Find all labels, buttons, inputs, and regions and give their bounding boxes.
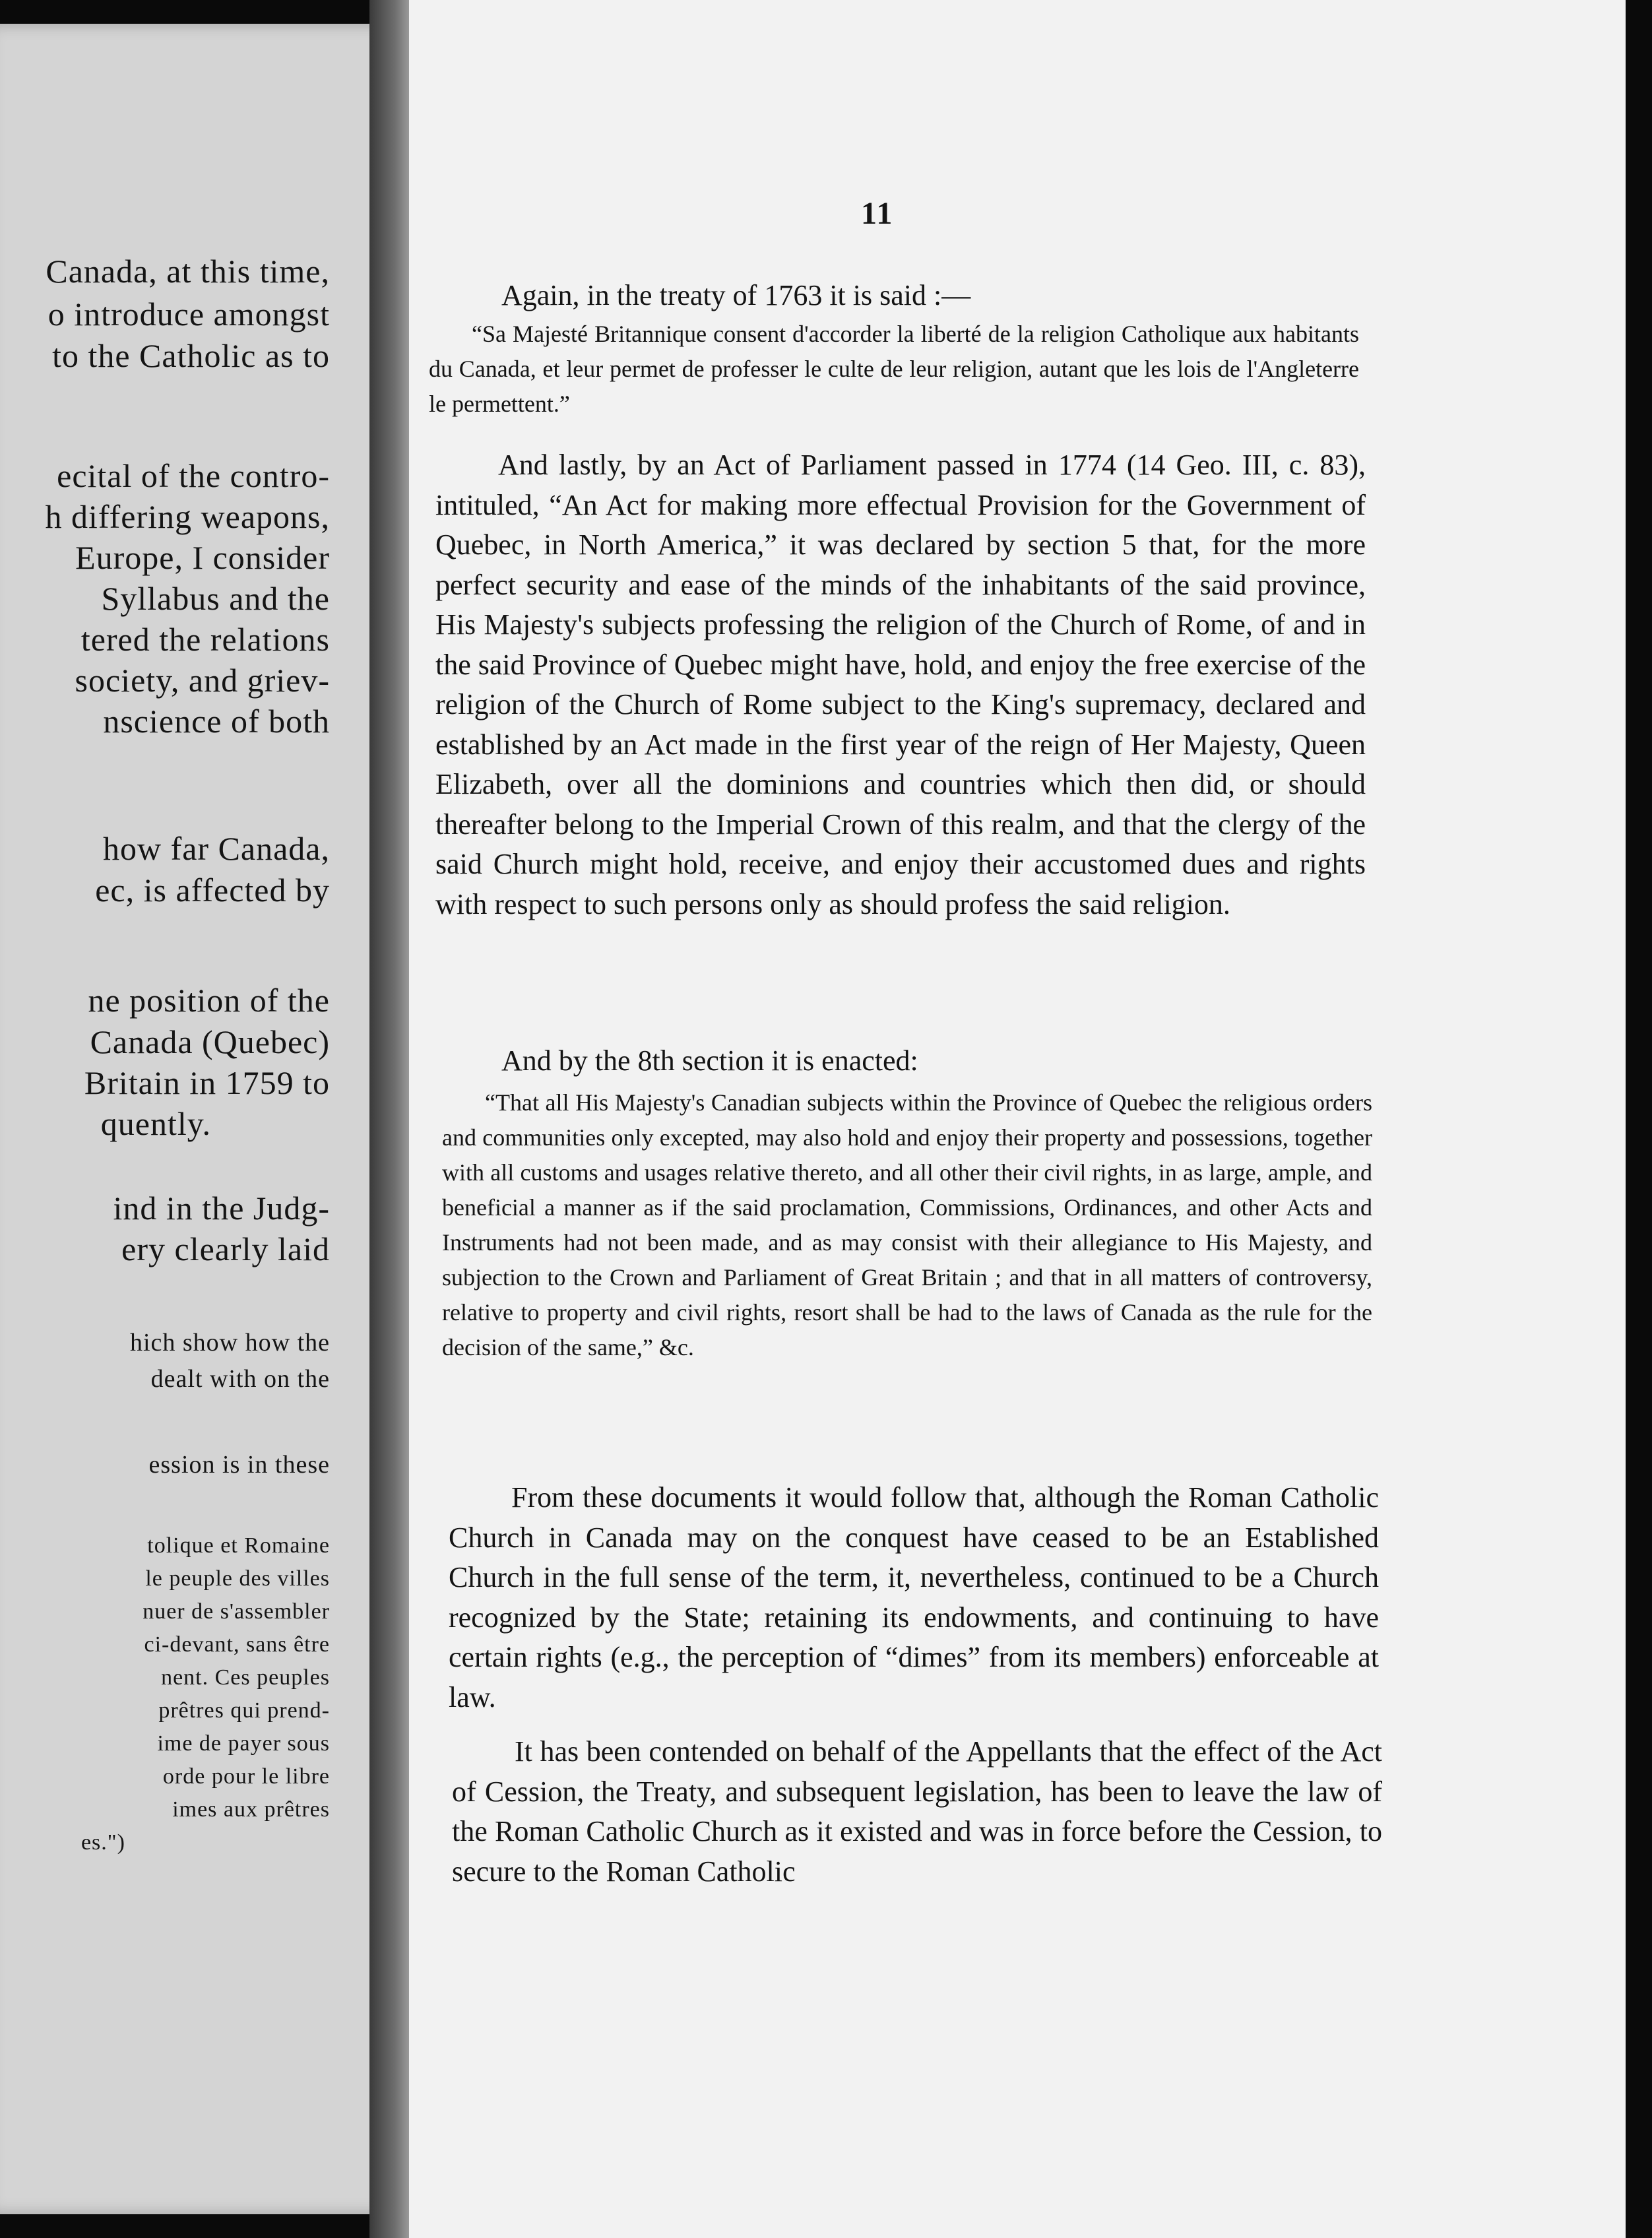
- left-text-fragment: tolique et Romaine: [147, 1533, 330, 1558]
- left-text-fragment: Europe, I consider: [75, 539, 330, 576]
- left-text-fragment: society, and griev-: [75, 662, 330, 699]
- left-text-fragment: quently.: [100, 1105, 211, 1142]
- left-text-fragment: ecital of the contro-: [57, 457, 330, 494]
- facing-page-left: [0, 24, 402, 2214]
- left-text-fragment: ime de payer sous: [157, 1731, 330, 1756]
- left-text-fragment: tered the relations: [80, 621, 330, 658]
- left-text-fragment: ec, is affected by: [95, 872, 330, 909]
- treaty-intro: Again, in the treaty of 1763 it is said :—: [501, 279, 971, 311]
- left-text-fragment: Canada (Quebec): [90, 1023, 330, 1060]
- left-text-fragment: ci-devant, sans être: [144, 1632, 330, 1657]
- left-text-fragment: orde pour le libre: [162, 1764, 330, 1789]
- left-text-fragment: Syllabus and the: [101, 580, 330, 617]
- page-number: 11: [861, 196, 894, 231]
- left-text-fragment: ind in the Judg-: [113, 1190, 330, 1227]
- left-text-fragment: o introduce amongst: [48, 296, 330, 333]
- left-text-fragment: nscience of both: [103, 703, 330, 740]
- paragraph-documents: From these documents it would follow that, although the Roman Catholic Church in Canada may on the conquest have ceased to be an Established Church in the full sense of the term, it, nevertheless, continued to be a Church recognized by the State; retaining its endowments, and continuing to have certain rights (e.g., the perception of “dimes” from its members) enforceable at law.: [449, 1481, 1379, 1713]
- section8-quote: “That all His Majesty's Canadian subjects within the Province of Quebec the religious orders and communities only excepted, may also hold and enjoy their property and possessions, together with all customs and usages relative thereto, and all other their civil rights, in as large, ample, and beneficial a manner as if the said proclamation, Commissions, Ordinances, and other Acts and Instruments had not been made, and as may consist with their allegiance to His Majesty, and subjection to the Crown and Parliament of Great Britain ; and that in all matters of controversy, relative to property and civil rights, resort shall be had to the laws of Canada as the rule for the decision of the same,” &c.: [442, 1089, 1372, 1360]
- left-text-fragment: ession is in these: [148, 1451, 330, 1479]
- left-text-fragment: h differing weapons,: [45, 498, 330, 535]
- left-text-fragment: Britain in 1759 to: [84, 1064, 330, 1101]
- section8-intro: And by the 8th section it is enacted:: [501, 1044, 918, 1077]
- left-text-fragment: ery clearly laid: [121, 1231, 330, 1267]
- left-text-fragment: prêtres qui prend-: [158, 1698, 330, 1723]
- left-text-fragment: le peuple des villes: [145, 1566, 330, 1591]
- left-text-fragment: hich show how the: [129, 1329, 330, 1357]
- left-text-fragment: imes aux prêtres: [172, 1797, 330, 1822]
- treaty-quote: “Sa Majesté Britannique consent d'accorder la liberté de la religion Catholique aux habitants du Canada, et leur permet de professer le culte de leur religion, autant que les lois de l'Angleterre le permettent.”: [429, 321, 1359, 417]
- left-text-fragment: nent. Ces peuples: [161, 1665, 330, 1690]
- left-text-fragment: to the Catholic as to: [52, 337, 330, 374]
- left-text-fragment: es."): [80, 1830, 125, 1855]
- left-text-fragment: nuer de s'assembler: [143, 1599, 330, 1624]
- paragraph-contended: It has been contended on behalf of the Appellants that the effect of the Act of Cession, the Treaty, and subsequent legislation, has been to leave the law of the Roman Catholic Church as it existed and was in force before the Cession, to secure to the Roman Catholic: [452, 1735, 1382, 1888]
- paragraph-act-1774: And lastly, by an Act of Parliament passed in 1774 (14 Geo. III, c. 83), intituled, “An Act for making more effectual Provision for the Government of Quebec, in North America,” it was declared by section 5 that, for the more perfect security and ease of the minds of the inhabitants of the said province, His Majesty's subjects professing the religion of the Church of Rome, of and in the said Province of Quebec might have, hold, and enjoy the free exercise of the religion of the Church of Rome subject to the King's supremacy, declared and established by an Act made in the first year of the reign of Her Majesty, Queen Elizabeth, over all the dominions and countries which then did, or should thereafter belong to the Imperial Crown of this realm, and that the clergy of the said Church might hold, receive, and enjoy their accustomed dues and rights with respect to such persons only as should profess the said religion.: [435, 449, 1366, 920]
- left-text-fragment: Canada, at this time,: [46, 253, 330, 290]
- left-text-fragment: how far Canada,: [102, 830, 330, 867]
- left-text-fragment: ne position of the: [88, 982, 330, 1019]
- left-text-fragment: dealt with on the: [150, 1365, 330, 1393]
